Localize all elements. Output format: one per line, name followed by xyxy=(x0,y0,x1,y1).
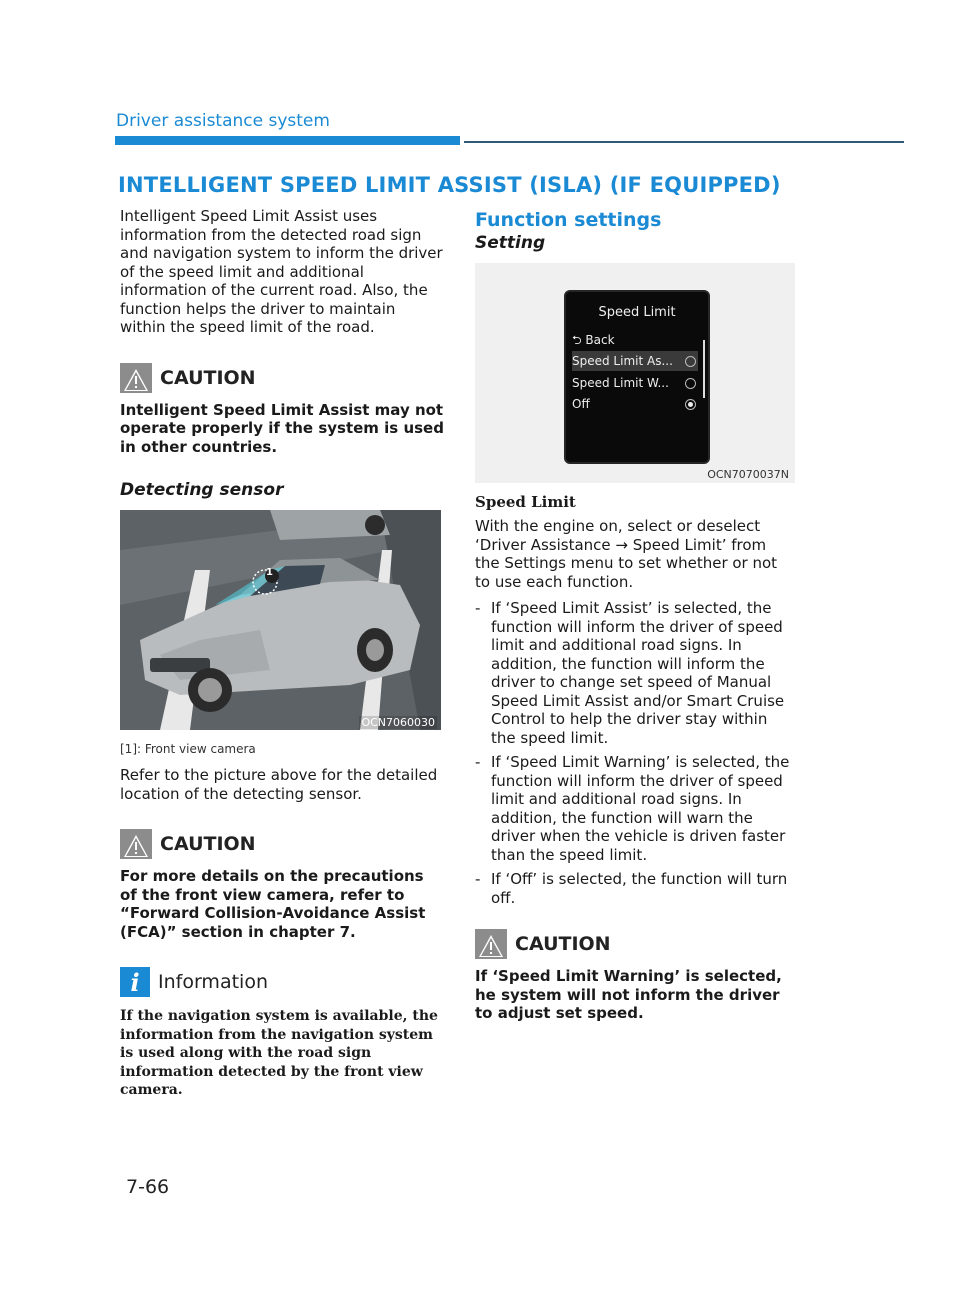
screen-title: Speed Limit xyxy=(598,305,676,320)
caution-text: If ‘Speed Limit Warning’ is selected, he system will not inform the driver to adjust set speed. xyxy=(475,967,782,1022)
screen-option-label: Speed Limit As... xyxy=(572,354,673,368)
screen-back-item: ⮌ Back xyxy=(572,333,615,347)
figure-caption: [1]: Front view camera xyxy=(120,742,256,756)
section-title: INTELLIGENT SPEED LIMIT ASSIST (ISLA) (IF EQUIPPED) xyxy=(118,173,781,197)
screen-option xyxy=(572,351,698,371)
radio-on-icon xyxy=(685,399,696,410)
caution-heading xyxy=(120,829,445,859)
option-list xyxy=(475,599,795,907)
setting-heading: Setting xyxy=(475,233,546,253)
information-heading xyxy=(120,967,445,997)
screen-option-label: Off xyxy=(572,397,590,411)
list-marker: - xyxy=(475,599,481,617)
speed-limit-heading: Speed Limit xyxy=(475,493,576,511)
running-header: Driver assistance system xyxy=(116,111,330,131)
screen-option xyxy=(572,373,698,393)
header-rule xyxy=(464,141,904,143)
caution-text: For more details on the precautions of the front view camera, refer to “Forward Collision-Avoidance Assist (FCA)” section in chapter 7. xyxy=(120,867,426,941)
speed-limit-paragraph: With the engine on, select or deselect ‘Driver Assistance → Speed Limit’ from the Settings menu to set whether or not to use each function. xyxy=(475,517,778,591)
list-marker: - xyxy=(475,870,481,888)
radio-off-icon xyxy=(685,378,696,389)
list-item xyxy=(475,870,795,907)
figure-code: OCN7060030 xyxy=(361,716,435,729)
warning-triangle-icon xyxy=(475,929,507,959)
detecting-sensor-heading: Detecting sensor xyxy=(120,480,284,500)
left-column xyxy=(120,207,445,1100)
page-number: 7-66 xyxy=(126,1176,170,1198)
screen-scrollbar xyxy=(703,340,705,398)
list-item-text: If ‘Speed Limit Assist’ is selected, the function will inform the driver of speed limit and additional road signs. In addition, the function will inform the driver to change set speed of Manual Speed Limit Assist and/or Smart Cruise Control to help the driver stay within the speed limit. xyxy=(491,599,785,747)
cluster-display xyxy=(564,290,710,464)
car-camera-figure xyxy=(120,510,441,730)
camera-callout: 1 xyxy=(266,567,273,578)
information-label: Information xyxy=(158,971,268,993)
list-item-text: If ‘Off’ is selected, the function will turn off. xyxy=(491,870,788,907)
header-rule-accent xyxy=(115,136,460,145)
caution-label: CAUTION xyxy=(515,933,611,955)
list-item-text: If ‘Speed Limit Warning’ is selected, the function will inform the driver of speed limit and additional road signs. In addition, the function will warn the driver when the vehicle is driven faster than the speed limit. xyxy=(491,753,790,864)
list-marker: - xyxy=(475,753,481,771)
caution-label: CAUTION xyxy=(160,366,256,389)
list-item xyxy=(475,599,795,747)
screen-option-label: Speed Limit W... xyxy=(572,376,669,390)
information-text: If the navigation system is available, the information from the navigation system is used along with the road sign information detected by the front view camera. xyxy=(120,1008,438,1098)
screen-option xyxy=(572,394,698,414)
car-illustration xyxy=(120,510,441,730)
caution-text: Intelligent Speed Limit Assist may not operate properly if the system is used in other countries. xyxy=(120,400,444,456)
intro-paragraph: Intelligent Speed Limit Assist uses information from the detected road sign and navigation system to inform the driver of the speed limit and additional information of the current road. Also, the function helps the driver to maintain within the speed limit of the road. xyxy=(120,207,443,336)
right-column xyxy=(475,209,795,1023)
radio-off-icon xyxy=(685,356,696,367)
caution-label: CAUTION xyxy=(160,833,256,855)
info-icon: i xyxy=(120,967,150,997)
warning-triangle-icon xyxy=(120,829,152,859)
caution-heading xyxy=(475,929,795,959)
caution-heading xyxy=(120,363,445,393)
warning-triangle-icon xyxy=(120,363,152,393)
settings-screen-figure xyxy=(475,263,795,483)
function-settings-heading: Function settings xyxy=(475,209,662,231)
figure-code: OCN7070037N xyxy=(707,468,789,481)
list-item xyxy=(475,753,795,864)
sensor-paragraph: Refer to the picture above for the detailed location of the detecting sensor. xyxy=(120,766,438,803)
